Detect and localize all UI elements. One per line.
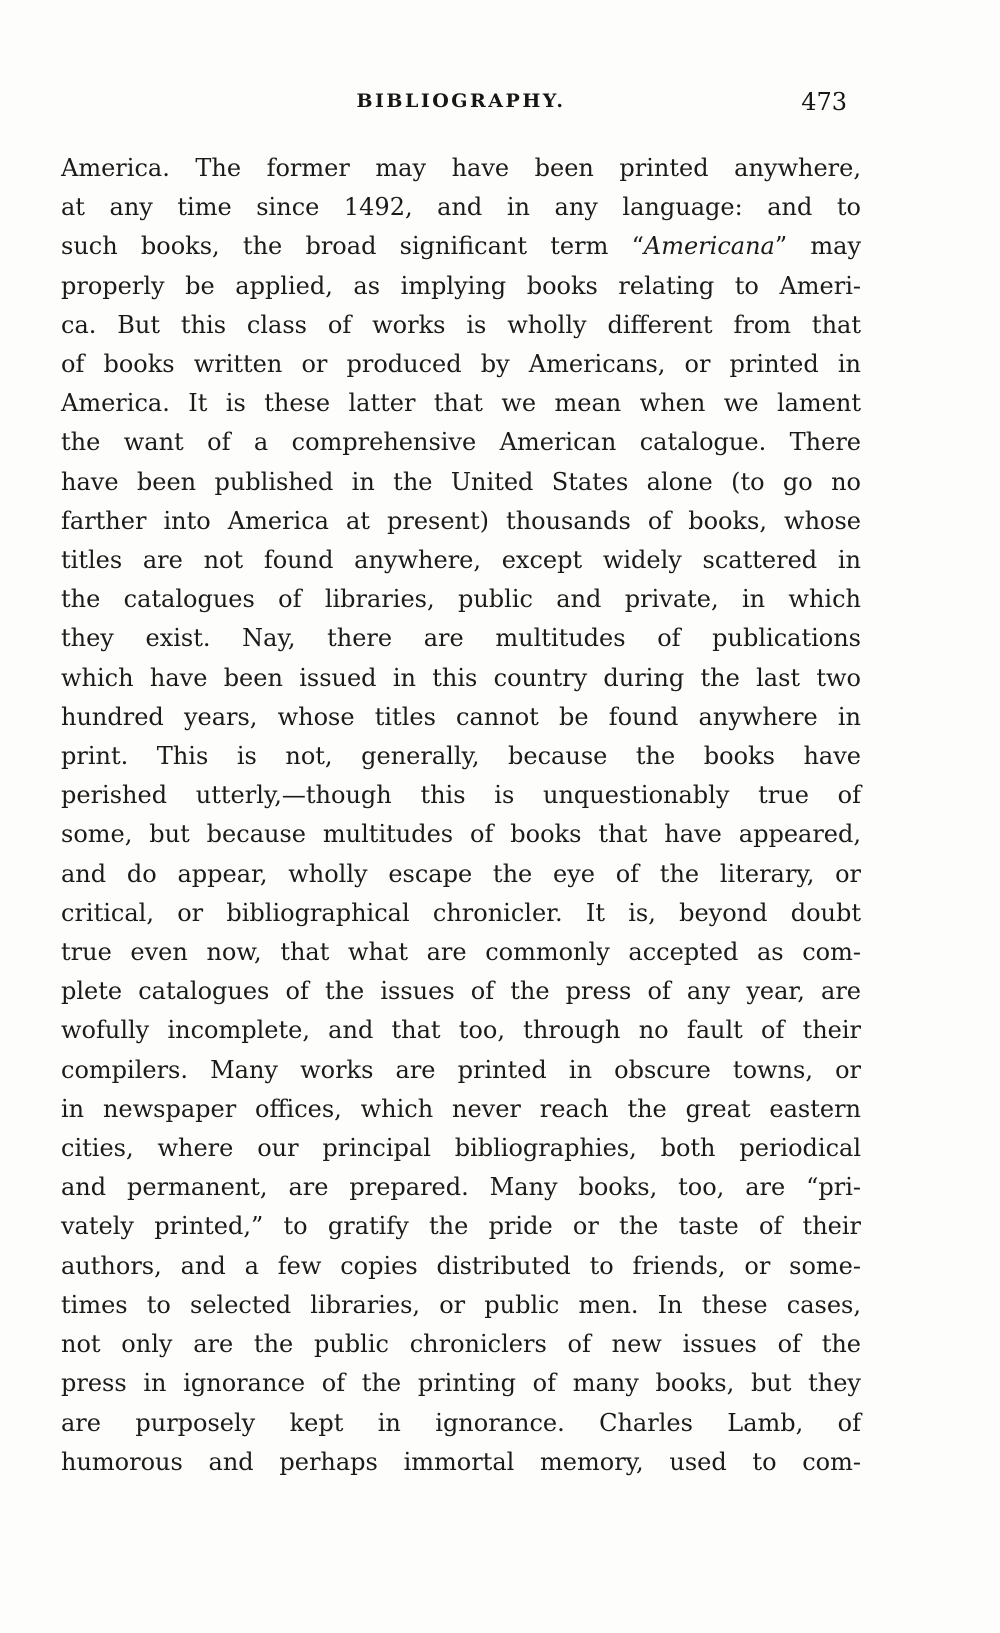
text-line: ca. But this class of works is wholly different from that (61, 310, 861, 339)
text-line: wofully incomplete, and that too, through no fault of their (61, 1016, 861, 1045)
running-head-title: BIBLIOGRAPHY. (356, 90, 566, 112)
text-line: and permanent, are prepared. Many books, too, are “pri- (61, 1173, 861, 1202)
text-column (61, 0, 861, 1482)
text-line: are purposely kept in ignorance. Charles Lamb, of (61, 1408, 861, 1437)
text-line: which have been issued in this country during the last two (61, 663, 861, 692)
text-line: have been published in the United States alone (to go no (61, 467, 861, 496)
text-line: the want of a comprehensive American catalogue. There (61, 428, 861, 457)
text-line: they exist. Nay, there are multitudes of publications (61, 624, 861, 653)
text-line: vately printed,” to gratify the pride or the taste of their (61, 1212, 861, 1241)
text-line: compilers. Many works are printed in obscure towns, or (61, 1055, 861, 1084)
text-line: authors, and a few copies distributed to friends, or some- (61, 1251, 861, 1280)
plain-text: ” may (774, 232, 862, 261)
text-line: in newspaper offices, which never reach the great eastern (61, 1094, 861, 1123)
text-line: print. This is not, generally, because the books have (61, 742, 861, 771)
text-line: of books written or produced by Americans, or printed in (61, 350, 861, 379)
plain-text: such books, the broad significant term “ (61, 232, 644, 261)
text-line: press in ignorance of the printing of many books, but they (61, 1369, 861, 1398)
text-line (61, 227, 861, 266)
text-line: America. It is these latter that we mean when we lament (61, 389, 861, 418)
body-text (61, 149, 861, 1482)
text-line: critical, or bibliographical chronicler. It is, beyond doubt (61, 898, 861, 927)
text-line: properly be applied, as implying books relating to Ameri- (61, 271, 861, 300)
text-line: cities, where our principal bibliographies, both periodical (61, 1134, 861, 1163)
running-head (61, 90, 861, 116)
text-line: hundred years, whose titles cannot be found anywhere in (61, 702, 861, 731)
text-line: and do appear, wholly escape the eye of the literary, or (61, 859, 861, 888)
text-line: some, but because multitudes of books that have appeared, (61, 820, 861, 849)
text-line: true even now, that what are commonly accepted as com- (61, 938, 861, 967)
page-number: 473 (801, 88, 847, 116)
text-line: farther into America at present) thousands of books, whose (61, 506, 861, 535)
text-line: America. The former may have been printed anywhere, (61, 154, 861, 182)
text-line: humorous and perhaps immortal memory, used to com- (61, 1447, 861, 1476)
text-line: times to selected libraries, or public men. In these cases, (61, 1290, 861, 1319)
text-line: not only are the public chroniclers of new issues of the (61, 1330, 861, 1359)
text-line: at any time since 1492, and in any language: and to (61, 193, 861, 222)
text-line: the catalogues of libraries, public and private, in which (61, 585, 861, 614)
text-line: titles are not found anywhere, except widely scattered in (61, 546, 861, 575)
italic-text: Americana (643, 232, 775, 261)
text-line: perished utterly,—though this is unquestionably true of (61, 781, 861, 810)
text-line: plete catalogues of the issues of the press of any year, are (61, 977, 861, 1006)
